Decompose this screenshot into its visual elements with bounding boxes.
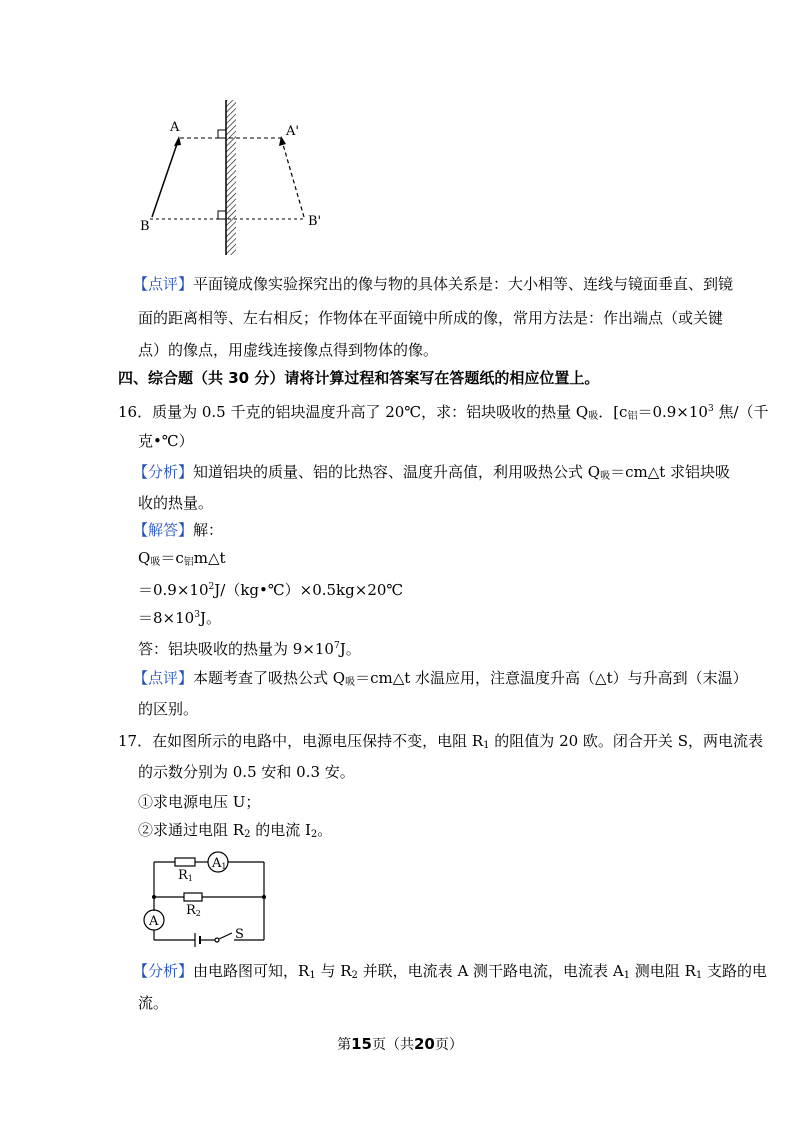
q16-eq1: $Q_吸=c_铝m\triangle t$ <box>138 549 226 568</box>
q16-final: 答：铝块吸收的热量为 $9\times 10^7J$。 <box>138 640 361 658</box>
q16-review2: 的区别。 <box>138 700 199 718</box>
label-a-prime: A' <box>286 124 299 139</box>
q16-analysis2: 收的热量。 <box>138 494 214 512</box>
label-b-prime: B' <box>308 214 322 229</box>
q16-line1: 16．质量为 0.5 千克的铝块温度升高了 20℃，求：铝块吸收的热量 $Q_吸$．[$c_铝=0.9\times 10^3$ 焦/（千 <box>118 403 769 422</box>
q16-review1: 【点评】本题考查了吸热公式 $Q_吸=cm\triangle t$ 水温应用，注意温度升高（△t）与升高到（末温） <box>133 669 748 688</box>
image-ab <box>282 141 304 217</box>
review1-line2: 面的距离相等、左右相反；作物体在平面镜中所成的像，常用方法是：作出端点（或关键 <box>138 309 724 327</box>
review1-line3: 点）的像点，用虚线连接像点得到物体的像。 <box>138 341 439 359</box>
q16-eq2: $=0.9\times 10^2J/(kg•℃)\times 0.5kg\times 20℃$ <box>138 581 404 599</box>
q17-analysis1: 【分析】由电路图可知，$R_1$ 与 $R_2$ 并联，电流表 A 测干路电流，电流表 $A_1$ 测电阻 $R_1$ 支路的电 <box>133 962 768 981</box>
svg-text:R2: R2 <box>186 903 201 918</box>
resistor-r1 <box>175 858 195 866</box>
resistor-r2 <box>184 893 202 901</box>
mirror-figure <box>130 95 340 265</box>
svg-text:A: A <box>149 914 159 929</box>
switch-s <box>219 933 232 939</box>
q17-line1: 17．在如图所示的电路中，电源电压保持不变，电阻 $R_1$ 的阻值为 20 欧。闭合开关 S，两电流表 <box>118 732 763 751</box>
q16-analysis1: 【分析】知道铝块的质量、铝的比热容、温度升高值，利用吸热公式 $Q_吸=cm\triangle t$ 求铝块吸 <box>133 463 731 482</box>
q17-line2: 的示数分别为 0.5 安和 0.3 安。 <box>138 763 355 781</box>
q17-item1: ①求电源电压 U； <box>138 793 261 811</box>
svg-text:S: S <box>235 927 244 942</box>
q16-eq3: $=8\times 10^3J$。 <box>138 609 221 627</box>
review-tag: 【点评】 <box>133 275 194 293</box>
q16-line2: 克•℃） <box>138 432 194 450</box>
circuit-diagram <box>138 848 273 948</box>
object-ab <box>152 141 178 217</box>
label-b: B <box>140 219 150 234</box>
label-a: A <box>170 120 180 135</box>
review1-line1: 【点评】平面镜成像实验探究出的像与物的具体关系是：大小相等、连线与镜面垂直、到镜 <box>133 275 734 293</box>
q16-answer-label: 【解答】解： <box>133 521 224 539</box>
svg-text:A1: A1 <box>212 856 227 871</box>
section-heading: 四、综合题（共 30 分）请将计算过程和答案写在答题纸的相应位置上。 <box>118 369 600 387</box>
q17-analysis2: 流。 <box>138 994 169 1012</box>
q17-item2: ②求通过电阻 $R_2$ 的电流 $I_2$。 <box>138 821 333 840</box>
mirror <box>226 100 236 255</box>
page-footer: 第15页（共20页） <box>337 1035 463 1053</box>
svg-text:R1: R1 <box>178 868 193 883</box>
